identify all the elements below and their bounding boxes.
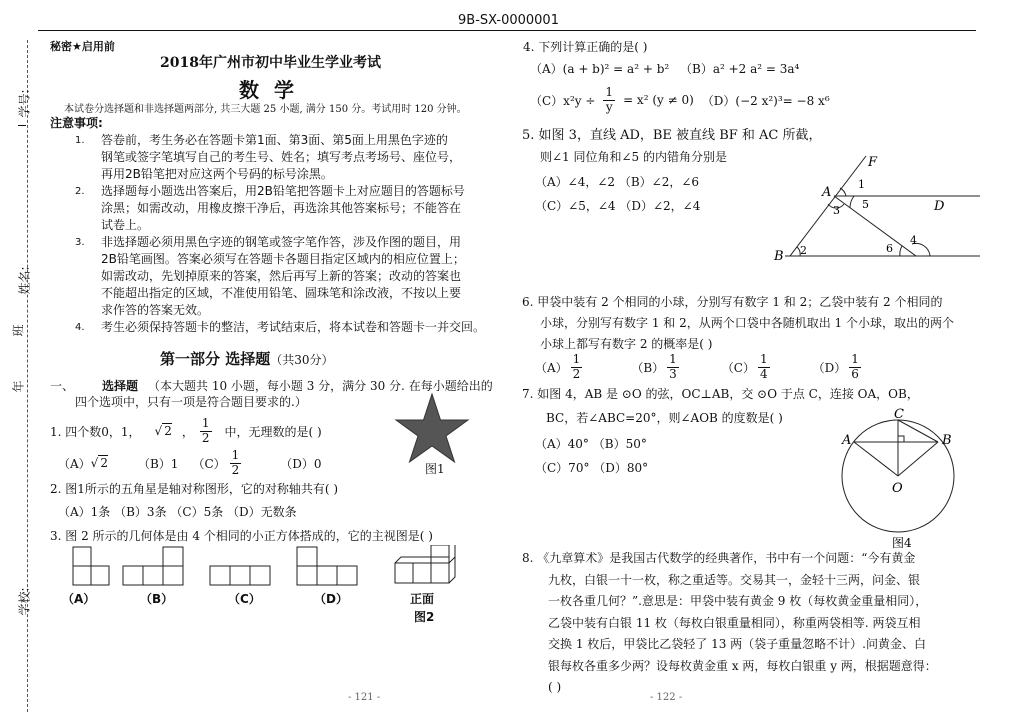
question-5-line-1: 5. 如图 3，直线 AD，BE 被直线 BF 和 AC 所截， xyxy=(522,128,822,143)
exam-title: 2018年广州市初中毕业生学业考试 xyxy=(160,55,381,71)
question-1-options: （A） √ 2 （B）1 （C） $\frac{1}{2}$ （D）0 xyxy=(58,447,322,477)
confidential-mark: 秘密★启用前 xyxy=(50,40,115,53)
q1-option-a: （A） xyxy=(58,456,91,471)
note-3: 3. 非选择题必须用黑色字迹的钢笔或签字笔作答，涉及作图的题目，用 2B铅笔画图。答案必须写在答题卡各题目指定区域内的相应位置上； 如需改动，先划掉原来的答案，然后再写上新的答案；改动的答案也 不能超出指定的区域，不准使用铅笔、圆珠笔和涂改液，不按以上要 求作答的答案无效。 xyxy=(75,235,465,317)
q1-option-b: （B）1 xyxy=(137,456,179,471)
section-desc: （本大题共 10 小题，每小题 3 分，满分 30 分. 在每小题给出的 xyxy=(148,379,493,393)
q6-option-c: （C） xyxy=(721,360,755,375)
part-title: 第一部分 选择题 xyxy=(160,350,271,368)
name-label: 姓名: xyxy=(17,266,32,295)
question-3: 3. 图 2 所示的几何体是由 4 个相同的小正方体搭成的，它的主视图是( ) xyxy=(50,529,433,543)
student-id-label: 学号: xyxy=(17,89,32,118)
angle-6: 6 xyxy=(886,242,893,255)
question-4: 4. 下列计算正确的是( ) xyxy=(523,40,648,54)
header-rule xyxy=(38,30,976,31)
q4-option-d: （D）(−2 x²)³= −8 x⁶ xyxy=(701,93,830,108)
q4-option-c: （C）x²y ÷ $\frac{1}{y}$ = x² (y ≠ 0) （D）(−2 x²)³= −8 x⁶ xyxy=(530,84,830,114)
q4-option-b: （B）a² +2 a² = 3a⁴ xyxy=(680,62,800,76)
question-7-line-2: BC，若∠ABC=20°，则∠AOB 的度数是( ) xyxy=(546,411,783,425)
question-8: 8. 《九章算术》是我国古代数学的经典著作，书中有一个问题：“今有黄金 九枚，白银一十一枚，称之重适等。交易其一，金轻十三两，问金、银 一枚各重几何？”.意思是：甲袋中装有黄金 9 枚（每枚黄金重量相同）， 乙袋中装有白银 11 枚（每枚白银重量相同），称重两袋相等. 两袋互相 交换 1 枚后，甲袋比乙袋轻了 13 两（袋子重量忽略不计）.问黄金、白 银每枚各重多少两？设每枚黄金重 x 两，每枚白银重 y 两，根据题意得： ( ) xyxy=(522,551,937,694)
line-bf xyxy=(790,156,866,256)
school-label: 学校: xyxy=(17,587,32,616)
fig1-label: 图1 xyxy=(425,462,445,476)
q6-option-b: （B） xyxy=(631,360,665,375)
exam-intro: 本试卷分选择题和非选择题两部分, 共三大题 25 小题, 满分 150 分。考试用时 120 分钟。 xyxy=(64,104,467,115)
label-c: C xyxy=(894,408,904,422)
q7-options-2: （C）70° （D）80° xyxy=(535,461,649,475)
q3-label-a: （A） xyxy=(62,592,96,606)
label-o: O xyxy=(892,481,903,496)
grade-label: 年 xyxy=(11,380,26,393)
document-code: 9B-SX-0000001 xyxy=(458,13,559,28)
note-1: 1. 答卷前，考生务必在答题卡第1面、第3面、第5面上用黑色字迹的 钢笔或签字笔填写自己的考生号、姓名；填写考点考场号、座位号， 再用2B铅笔把对应这两个号码的标号涂黑。 xyxy=(75,133,462,181)
fig4-label: 图4 xyxy=(892,536,912,550)
page-number-left: - 121 - xyxy=(348,692,381,703)
q6-option-d: （D） xyxy=(812,360,847,375)
line-ac xyxy=(834,196,916,256)
subject-title: 数 学 xyxy=(239,78,298,102)
q5-options-2: （C）∠5，∠4 （D）∠2，∠4 xyxy=(535,199,701,213)
label-b: B xyxy=(942,433,952,448)
notes-list xyxy=(75,132,495,336)
student-id-blank xyxy=(18,125,26,126)
part-score: （共30分） xyxy=(270,353,334,367)
q3-view-figures xyxy=(65,545,475,587)
fig2-label: 图2 xyxy=(414,610,435,624)
q3-solid-shape xyxy=(395,545,455,583)
page-number-right: - 122 - xyxy=(650,692,683,703)
q3-label-front: 正面 xyxy=(410,592,435,606)
q1-option-c: （C） xyxy=(192,456,226,471)
q1-option-d: （D）0 xyxy=(280,456,322,471)
q5-options-1: （A）∠4，∠2 （B）∠2，∠6 xyxy=(535,175,700,189)
notes-title: 注意事项: xyxy=(50,116,103,130)
class-label: 班 xyxy=(11,324,26,337)
q3-label-d: （D） xyxy=(314,592,348,606)
note-4: 4. 考生必须保持答题卡的整洁，考试结束后，将本试卷和答题卡一并交回。 xyxy=(75,320,486,334)
question-5-line-2: 则∠1 同位角和∠5 的内错角分别是 xyxy=(540,150,728,164)
note-2: 2. 选择题每小题选出答案后，用2B铅笔把答题卡上对应题目的答题标号 涂黑；如需改动，用橡皮擦干净后，再选涂其他答案标号；不能答在 试卷上。 xyxy=(75,184,465,232)
angle-2: 2 xyxy=(800,244,807,257)
label-a: A xyxy=(822,185,832,200)
q7-options-1: （A）40° （B）50° xyxy=(535,437,647,451)
question-7-line-1: 7. 如图 4，AB 是 ⊙O 的弦，OC⊥AB，交 ⊙O 于点 C，连接 OA，OB， xyxy=(522,387,919,401)
angle-3: 3 xyxy=(833,204,840,217)
question-1: 1. 四个数0，1， √ 2 ， $\frac{1}{2}$ 中，无理数的是( ) xyxy=(50,415,322,445)
q3-option-a-shape xyxy=(73,547,109,585)
part-heading xyxy=(160,348,334,369)
angle-4: 4 xyxy=(910,234,917,247)
question-6-options: （A） $\frac{1}{2}$ （B） $\frac{1}{3}$ （C） $\frac{1}{4}$ （D） $\frac{1}{6}$ xyxy=(535,351,859,381)
question-2: 2. 图1所示的五角星是轴对称图形，它的对称轴共有( ) xyxy=(50,482,339,496)
label-b: B xyxy=(774,249,784,260)
section-label: 选择题 xyxy=(102,379,139,393)
section-num: 一、 xyxy=(50,379,75,393)
label-a: A xyxy=(842,433,852,448)
label-f: F xyxy=(868,155,878,170)
q3-option-b-shape xyxy=(123,547,183,585)
question-2-options: （A）1条 （B）3条 （C）5条 （D）无数条 xyxy=(58,505,297,519)
question-6: 6. 甲袋中装有 2 个相同的小球，分别写有数字 1 和 2；乙袋中装有 2 个相同的 小球，分别写有数字 1 和 2，从两个口袋中各随机取出 1 个小球，取出的两个 小球上都写有数字 2 的概率是( ) xyxy=(522,295,954,351)
figure-3-lines xyxy=(770,152,980,260)
section-desc-2: 四个选项中，只有一项是符合题目要求的.） xyxy=(75,395,307,409)
q3-option-d-shape xyxy=(297,547,357,585)
angle-5: 5 xyxy=(862,198,869,211)
q6-option-a: （A） xyxy=(535,360,568,375)
angle-1: 1 xyxy=(858,178,865,191)
label-d: D xyxy=(934,199,945,214)
q3-label-b: （B） xyxy=(140,592,174,606)
figure-4-circle xyxy=(838,408,972,550)
q3-option-c-shape xyxy=(210,566,270,585)
q4-option-a: （A）(a + b)² = a² + b² xyxy=(530,62,670,76)
q3-label-c: （C） xyxy=(228,592,261,606)
